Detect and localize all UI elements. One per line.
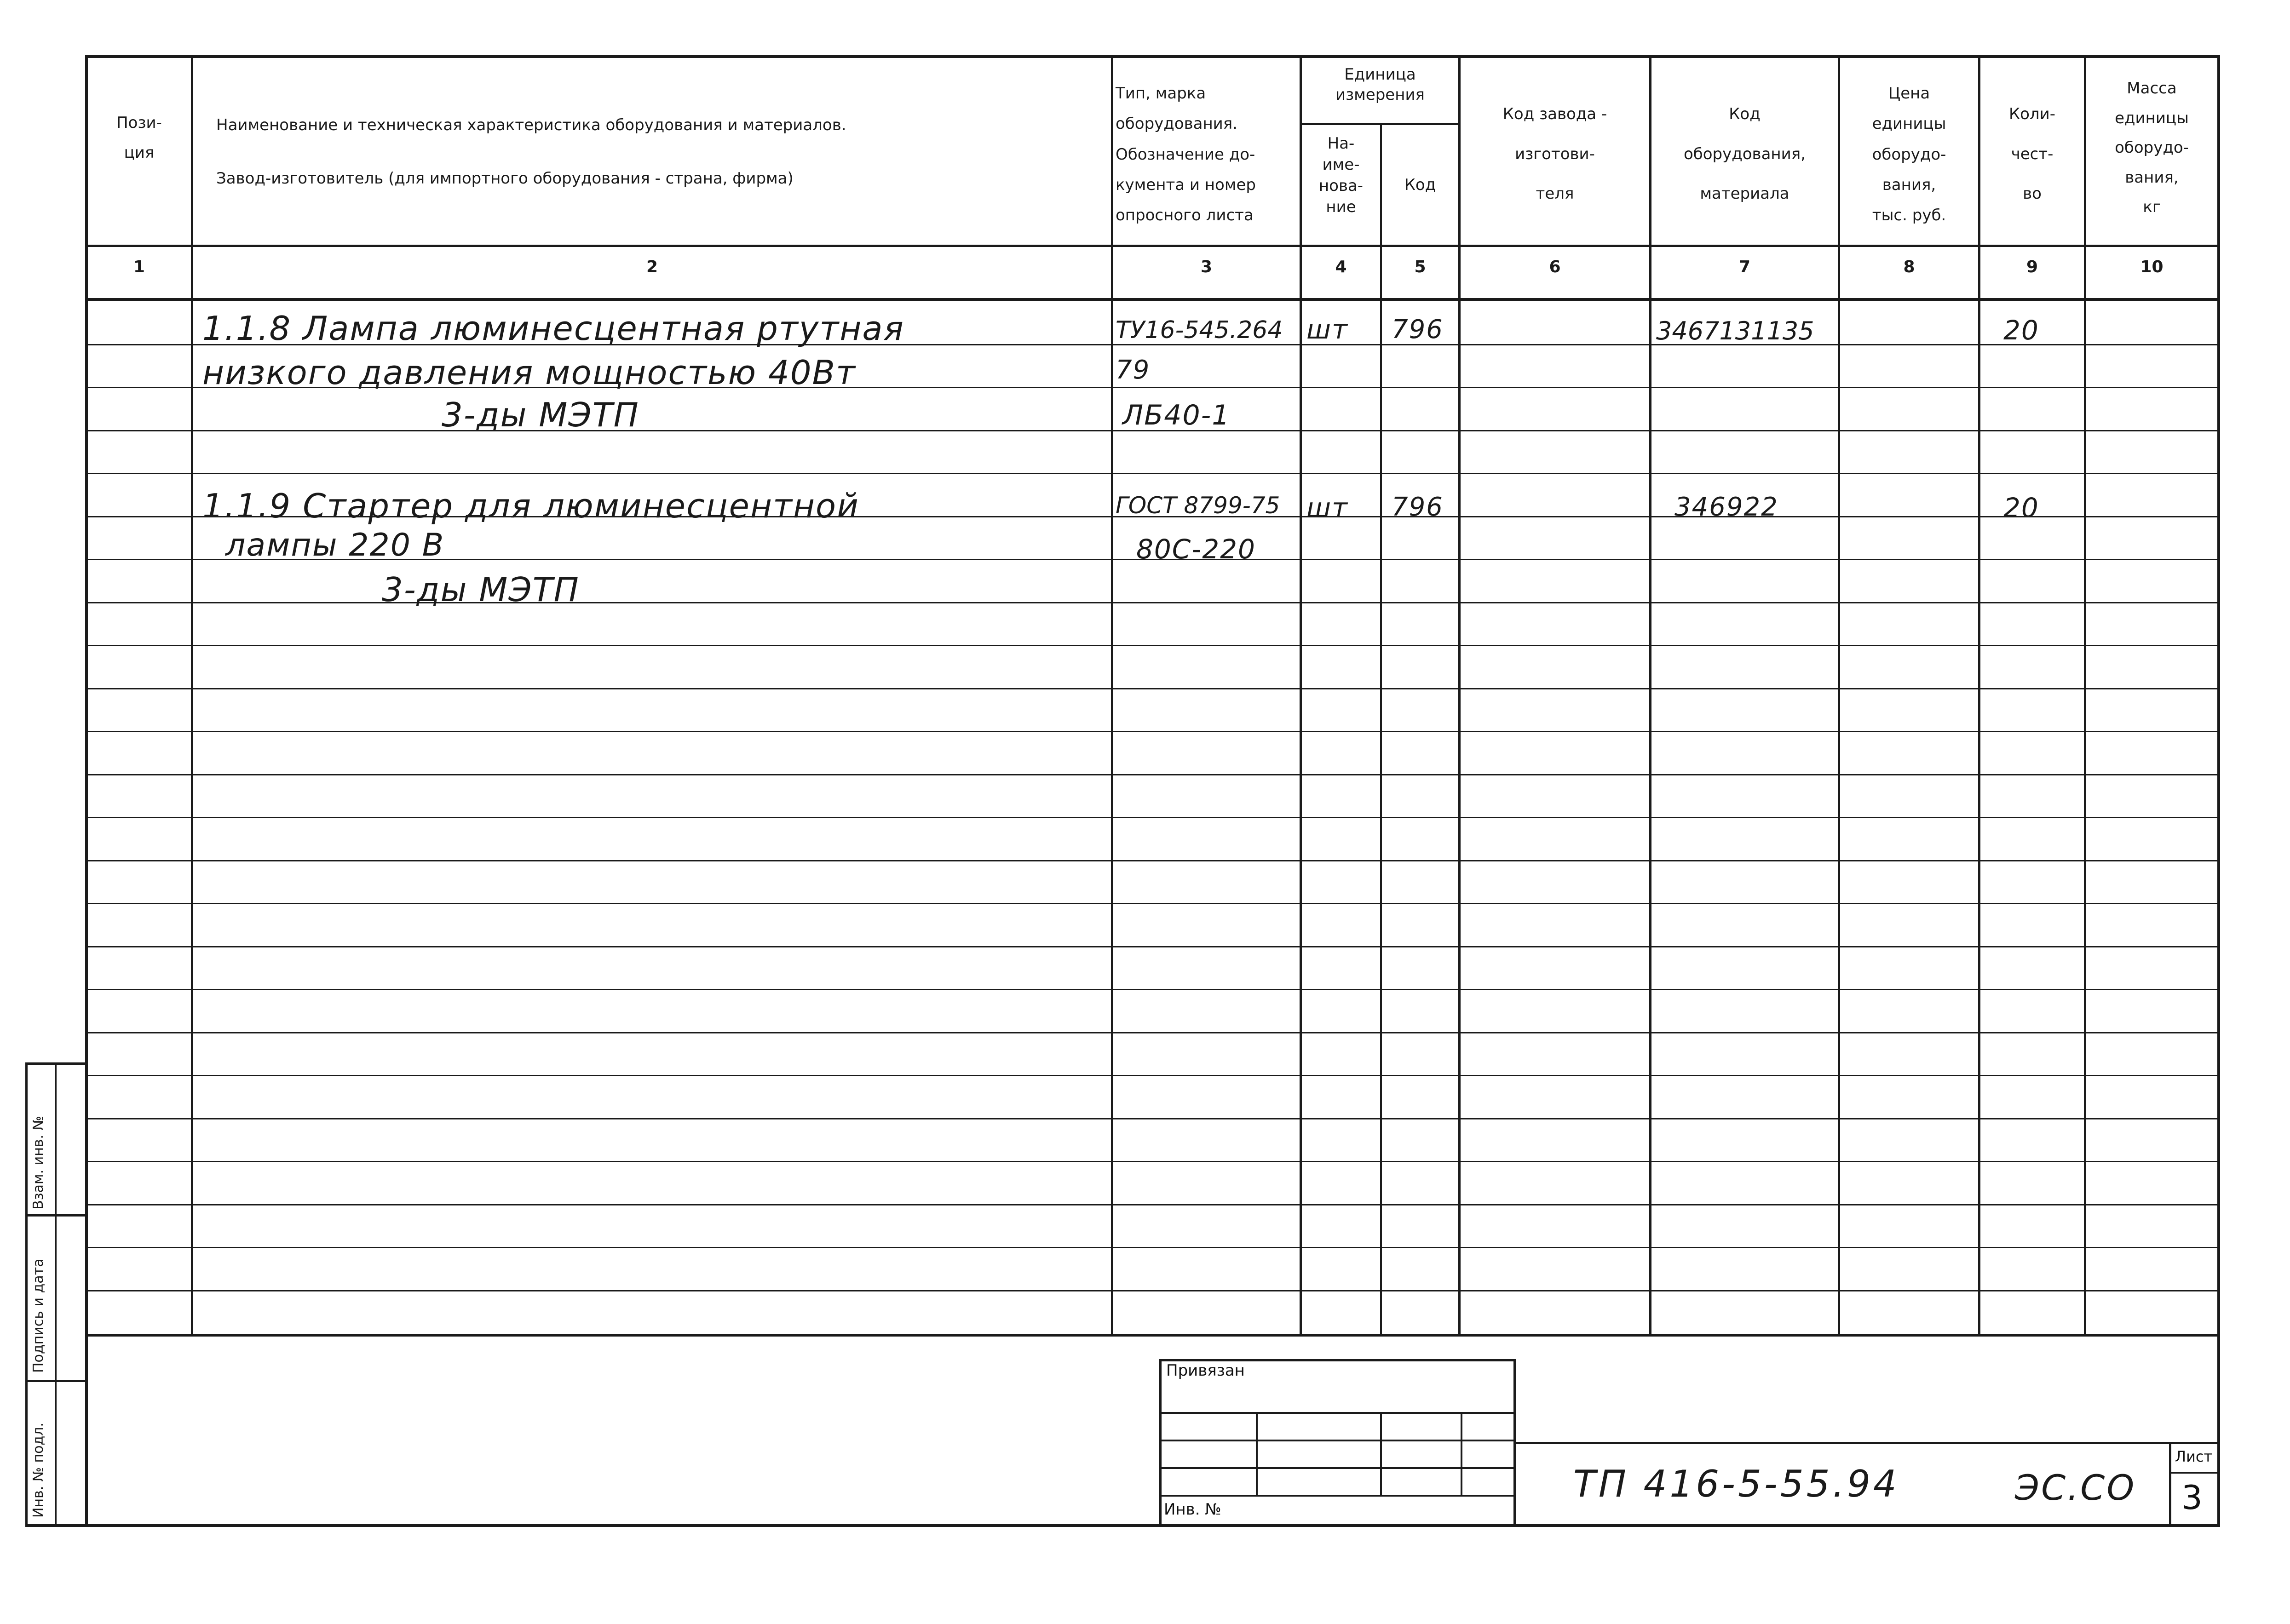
header-unit-name: На- име- нова- ние: [1318, 134, 1364, 216]
frame-right: [2217, 55, 2220, 1334]
frame-right-stamp: [2217, 1334, 2220, 1527]
item1-type-line1: ТУ16-545.264: [1116, 316, 1283, 344]
privyazan-col2: [1380, 1412, 1382, 1495]
col-line-4: [1380, 124, 1382, 1335]
item1-material-code: 3467131135: [1656, 316, 1814, 345]
item1-name-line3: 3-ды МЭТП: [442, 396, 639, 434]
item2-name-line3: 3-ды МЭТП: [382, 570, 580, 609]
header-mass: Масса единицы оборудо- вания, кг: [2115, 79, 2189, 217]
side-label-vzam-inv: Взам. инв. №: [30, 1116, 46, 1210]
col-line-7: [1838, 55, 1840, 1335]
sheet-code: ЭС.СО: [2015, 1467, 2136, 1508]
body-row-line: [87, 817, 2218, 818]
privyazan-col1: [1256, 1412, 1258, 1495]
col-number-3: 3: [1200, 258, 1213, 276]
col-number-1: 1: [133, 258, 145, 276]
item1-unit: шт: [1306, 314, 1348, 345]
col-number-5: 5: [1414, 258, 1426, 276]
body-row-line: [87, 1247, 2218, 1248]
side-strip-left: [25, 1062, 28, 1527]
side-label-inv-podl: Инв. № подл.: [30, 1423, 46, 1518]
item2-name-line2: лампы 220 В: [225, 527, 445, 563]
side-strip-div1: [25, 1214, 87, 1217]
item2-unit-code: 796: [1392, 492, 1444, 522]
doc-code: ТП 416-5-55.94: [1573, 1463, 1899, 1505]
body-row-line: [87, 645, 2218, 646]
item2-material-code: 346922: [1674, 492, 1778, 522]
col-number-9: 9: [2026, 258, 2038, 276]
col-number-10: 10: [2140, 258, 2163, 276]
item2-quantity: 20: [2003, 492, 2039, 523]
side-strip-top: [25, 1062, 87, 1065]
col-line-2: [1111, 55, 1113, 1335]
header-name: Наименование и техническая характеристика оборудования и материалов. Завод-изготовитель (для импортного оборудования - страна, фирма): [216, 116, 846, 188]
col-line-9: [2084, 55, 2086, 1335]
title-block-top: [1516, 1442, 2220, 1444]
frame-top: [85, 55, 2220, 58]
body-row-line: [87, 688, 2218, 689]
body-row-line: [87, 731, 2218, 732]
col-line-1: [191, 55, 193, 1335]
list-number: 3: [2181, 1478, 2203, 1517]
side-strip-div2: [25, 1380, 87, 1382]
item1-name-line2: низкого давления мощностью 40Вт: [202, 353, 856, 392]
list-box-left: [2169, 1442, 2171, 1527]
item2-unit: шт: [1306, 492, 1348, 523]
number-row-bottom: [85, 298, 2220, 301]
side-strip-bottom: [25, 1524, 87, 1527]
body-row-line: [87, 1075, 2218, 1076]
header-bottom: [85, 245, 2220, 247]
item2-type-line2: 80С-220: [1136, 534, 1256, 565]
col-line-5: [1458, 55, 1461, 1335]
body-row-line: [87, 903, 2218, 904]
col-line-3: [1300, 55, 1302, 1335]
body-row-line: [87, 989, 2218, 990]
body-row-line: [87, 1161, 2218, 1162]
header-type: Тип, марка оборудования. Обозначение до- кумента и номер опросного листа: [1116, 84, 1256, 225]
item2-name-line1: 1.1.9 Стартер для люминесцентной: [202, 487, 859, 525]
inv-no-label: Инв. №: [1164, 1500, 1221, 1519]
col-line-6: [1649, 55, 1651, 1335]
body-row-line: [87, 946, 2218, 947]
body-row-line: [87, 473, 2218, 474]
list-box-div: [2169, 1472, 2220, 1474]
header-factory-code: Код завода - изготови- теля: [1502, 105, 1607, 203]
privyazan-label: Привязан: [1166, 1361, 1245, 1380]
body-row-line: [87, 1032, 2218, 1033]
body-row-line: [87, 774, 2218, 775]
body-row-line: [87, 860, 2218, 861]
header-quantity: Коли- чест- во: [2008, 105, 2056, 203]
body-row-line: [87, 1290, 2218, 1291]
col-number-2: 2: [646, 258, 658, 276]
list-label: Лист: [2175, 1448, 2213, 1465]
item1-quantity: 20: [2003, 315, 2039, 346]
header-unit-code: Код: [1404, 176, 1436, 194]
header-position: Пози- ция: [116, 114, 162, 162]
col-line-8: [1978, 55, 1980, 1335]
frame-bottom: [85, 1524, 2220, 1527]
header-unit-group: Единица измерения: [1335, 65, 1425, 104]
col-number-4: 4: [1335, 258, 1347, 276]
item1-name-line1: 1.1.8 Лампа люминесцентная ртутная: [202, 309, 904, 348]
col-number-6: 6: [1549, 258, 1561, 276]
col-number-8: 8: [1903, 258, 1915, 276]
side-strip-right: [85, 1062, 87, 1527]
body-row-line: [87, 1204, 2218, 1205]
item1-type-line2: 79: [1116, 355, 1151, 385]
header-material-code: Код оборудования, материала: [1683, 105, 1806, 203]
col-number-7: 7: [1738, 258, 1751, 276]
frame-table-bottom: [85, 1334, 2220, 1337]
privyazan-row4: [1159, 1495, 1516, 1497]
unit-group-divider: [1300, 123, 1461, 125]
side-label-podpis-data: Подпись и дата: [30, 1258, 46, 1373]
side-strip-mid: [55, 1062, 57, 1527]
header-price: Цена единицы оборудо- вания, тыс. руб.: [1872, 84, 1946, 225]
item2-type-line1: ГОСТ 8799-75: [1116, 492, 1280, 519]
privyazan-col3: [1461, 1412, 1462, 1495]
item1-unit-code: 796: [1392, 315, 1444, 344]
privyazan-left: [1159, 1359, 1162, 1527]
item1-type-line3: ЛБ40-1: [1122, 399, 1231, 431]
body-row-line: [87, 1118, 2218, 1119]
